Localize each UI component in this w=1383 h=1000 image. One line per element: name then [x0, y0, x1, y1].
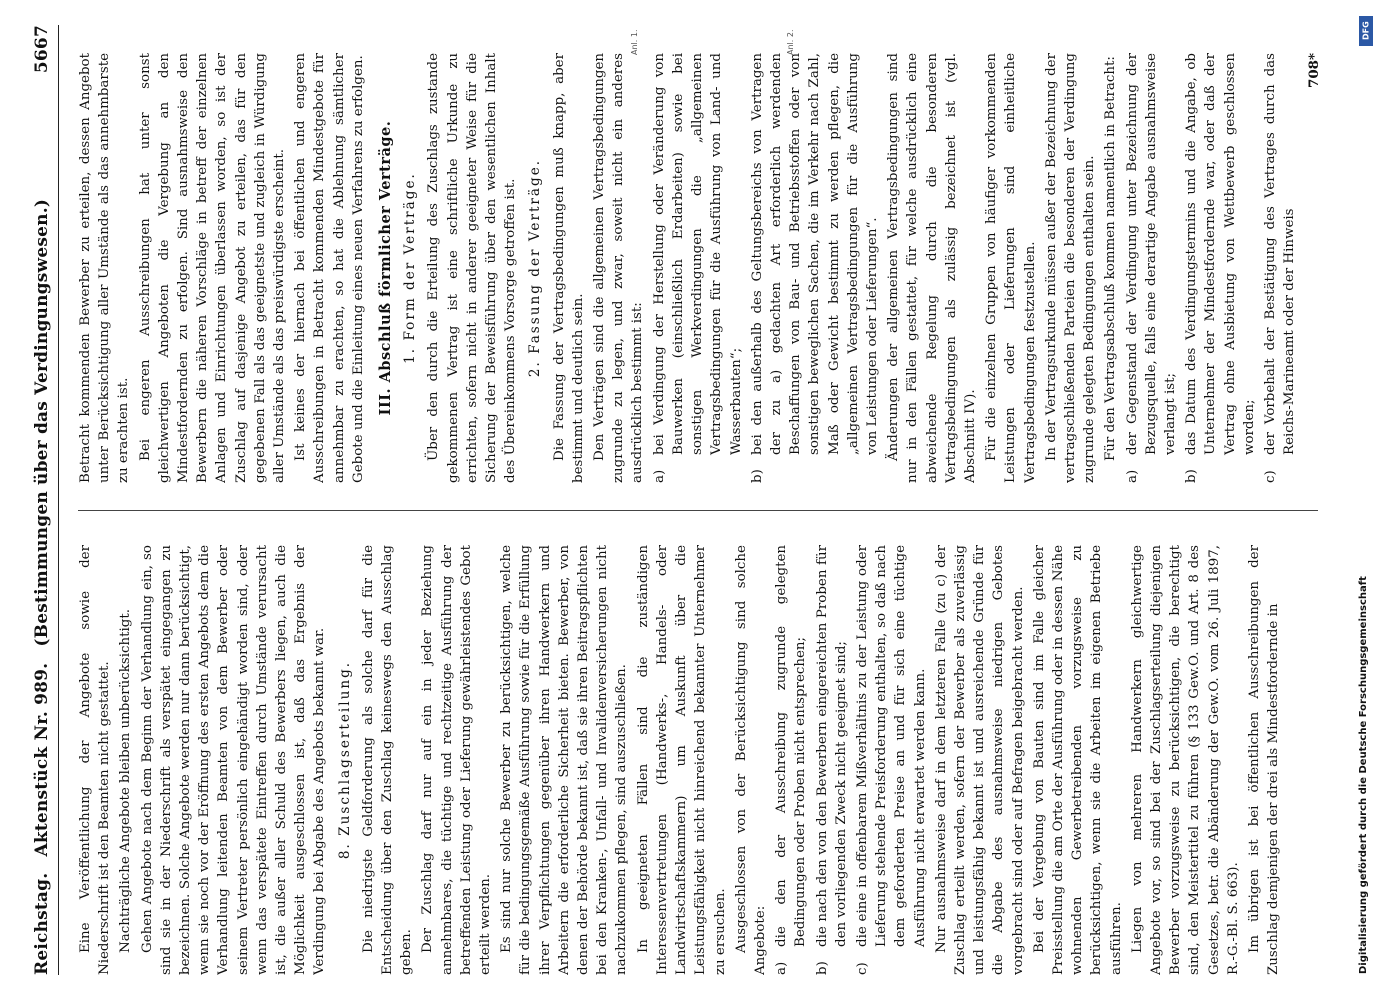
paragraph: Die Fassung der Vertragsbedingungen muß knapp, aber bestimmt und deutlich sein. [551, 53, 586, 483]
list-item-text: die nach den von den Bewerbern eingereichten Proben für den vorliegenden Zweck nicht geeignet sind; [814, 545, 849, 947]
list-item [748, 53, 882, 483]
paragraph: Den Verträgen sind die allgemeinen Vertragsbedingungen zugrunde zu legen, und zwar, soweit nicht ein anderes ausdrücklich bestimmt ist: [592, 53, 646, 483]
header-reichstag: Reichstag. [32, 872, 52, 975]
margin-note-anl-2: Anl. 2. [786, 29, 795, 55]
section-heading-2: 2. Fassung der Verträge. [527, 158, 544, 378]
column-left [76, 545, 1326, 975]
section-heading-1: 1. Form der Verträge. [402, 172, 419, 364]
column-right [76, 53, 1326, 483]
list-item-text: bei Verdingung der Herstellung oder Veränderung von Bauwerken (einschließlich Erdarbeiten) sowie bei sonstigen Werkverdingungen die „allgemeinen Vertragsbedingungen für die Ausführung von Land- und Wasserbauten“; [651, 53, 744, 455]
list-item [1261, 53, 1299, 483]
paragraph: Änderungen der allgemeinen Vertragsbedingungen sind nur in den Fällen gestattet, für welche ausdrücklich eine abweichende Regelung durch die besonderen Vertragsbedingungen als zulässig bezeichnet ist (vgl. Abschnitt IV). [886, 53, 978, 483]
list-item-label: b) [814, 961, 830, 975]
digitization-sidebar [1356, 10, 1378, 990]
paragraph: In geeigneten Fällen sind die zuständigen Interessenvertretungen (Handwerks-, Handels- oder Landwirtschaftskammern) um Auskunft über die Leistungsfähigkeit nicht hinreichend bekannter Unternehmer zu ersuchen. [635, 545, 728, 975]
list-item [650, 53, 746, 483]
list-item-text: der Gegenstand der Verdingung unter Bezeichnung der Bezugsquelle, falls eine derartige Angabe ausnahmsweise verlangt ist; [1124, 53, 1178, 455]
section-heading-8: 8. Zuschlagserteilung. [336, 660, 353, 860]
paragraph: Eine Veröffentlichung der Angebote sowie der Niederschrift ist den Beamten nicht gestattet. [78, 545, 113, 975]
list-item [772, 545, 810, 975]
list-item-label: a) [774, 961, 790, 975]
dfg-logo: DFG [1359, 16, 1373, 46]
paragraph: Über den durch die Erteilung des Zuschlags zustande gekommenen Vertrag ist eine schriftliche Urkunde zu errichten, sofern nicht in anderer geeigneter Weise für die Sicherung der Beweisführung über den wesentlichen Inhalt des Übereinkommens Vorsorge getroffen ist. [426, 53, 519, 483]
paragraph: Die niedrigste Geldforderung als solche darf für die Entscheidung über den Zuschlag keineswegs den Ausschlag geben. [360, 545, 415, 975]
list-item-label: b) [749, 469, 765, 483]
paragraph: Ausgeschlossen von der Berücksichtigung sind solche Angebote: [733, 545, 768, 975]
paragraph: Liegen von mehreren Handwerkern gleichwertige Angebote vor, so sind bei der Zuschlagserteilung diejenigen Bewerber vorzugsweise zu berücksichtigen, die berechtigt sind, den Meistertitel zu führen (§ 133 Gew.O. und Art. 8 des Gesetzes, betr. die Abänderung der Gew.O. vom 26. Juli 1897, R.-G.-Bl. S. 663). [1129, 545, 1241, 975]
list-item-text: der Vorbehalt der Bestätigung des Vertrages durch das Reichs-Marineamt oder der Hinweis [1262, 53, 1298, 455]
list-item-label: c) [854, 962, 870, 975]
signature-mark: 708* [1306, 53, 1323, 88]
paragraph: Für die einzelnen Gruppen von häufiger vorkommenden Leistungen oder Lieferungen sind einheitliche Vertragsbedingungen festzustellen. [984, 53, 1038, 483]
list-item-label: a) [651, 469, 667, 483]
list-item [1182, 53, 1259, 483]
digitization-credit: Digitalisierung gefördert durch die Deutsche Forschungsgemeinschaft [1358, 576, 1369, 974]
paragraph: Für den Vertragsabschluß kommen namentlich in Betracht: [1103, 56, 1119, 461]
paragraph: Bei der Vergebung von Bauten sind im Falle gleicher Preisstellung die am Orte der Ausführung oder in dessen Nähe wohnenden Gewerbetreibenden vorzugsweise zu berücksichtigen, wenn sie die Arbeiten im eigenen Betriebe ausführen. [1031, 545, 1124, 975]
header-aktenstueck: Aktenstück Nr. 989. [32, 662, 52, 857]
paragraph: Es sind nur solche Bewerber zu berücksichtigen, welche für die bedingungsgemäße Ausführung sowie für die Erfüllung ihrer Verpflichtungen gegenüber ihren Handwerkern und Arbeitern die erforderliche Sicherheit bieten. Bewerber, von denen der Behörde bekannt ist, daß sie ihren Beitragspflichten bei den Kranken-, Unfall- und Invalidenversicherungen nicht nachzukommen pflegen, sind auszuschließen. [499, 545, 630, 975]
list-item-label: c) [1262, 470, 1278, 483]
column-divider [78, 510, 1318, 511]
list-item-text: das Datum des Verdingungstermins und die Angabe, ob Unternehmer der Mindestfordernde war, oder daß der Vertrag ohne Ausbietung von Wettbewerb geschlossen worden; [1184, 53, 1257, 455]
list-item [853, 545, 930, 975]
header-center: (Bestimmungen über das Verdingungswesen.) [32, 198, 52, 647]
list-item-text: die eine in offenbarem Mißverhältnis zu der Leistung oder Lieferung stehende Preisforderung enthalten, so daß nach dem geforderten Preise an und für sich eine tüchtige Ausführung nicht erwartet werden kann. [854, 545, 928, 947]
list-item [1123, 53, 1181, 483]
paragraph: Ist keines der hiernach bei öffentlichen und engeren Ausschreibungen in Betracht kommenden Mindestgebote für annehmbar zu erachten, so hat die Ablehnung sämtlicher Gebote und die Einleitung eines neuen Verfahrens zu erfolgen. [293, 53, 366, 483]
list-item [813, 545, 851, 975]
section-heading-III: III. Abschluß förmlicher Verträge. [377, 120, 395, 416]
rotated-content [0, 5, 1340, 995]
paragraph: Nur ausnahmsweise darf in dem letzteren Falle (zu c) der Zuschlag erteilt werden, sofern der Bewerber als zuverlässig und leistungsfähig bekannt ist und ausreichende Gründe für die Abgabe des ausnahmsweise niedrigen Gebotes vorgebracht sind oder auf Befragen beigebracht werden. [933, 545, 1026, 975]
header-left [32, 189, 52, 975]
margin-note-anl-1: Anl. 1. [630, 29, 639, 55]
paragraph: Nachträgliche Angebote bleiben unberücksichtigt. [118, 609, 134, 953]
paragraph: In der Vertragsurkunde müssen außer der Bezeichnung der vertragschließenden Parteien die besonderen der Verdingung zugrunde gelegten Bedingungen enthalten sein. [1043, 53, 1098, 483]
list-item-label: a) [1124, 469, 1140, 483]
page-number: 5667 [32, 25, 52, 74]
list-item-text: die den der Ausschreibung zugrunde gelegten Bedingungen oder Proben nicht entsprechen; [774, 545, 809, 947]
list-item-text: bei den außerhalb des Geltungsbereichs von Vertragen der zu a) gedachten Art erforderlich werdenden Beschaffungen von Bau- und Betriebsstoffen oder von sonstigen beweglichen Sachen, die im Verkehr nach Zahl, Maß oder Gewicht bestimmt zu werden pflegen, die „allgemeinen Vertragsbedingungen für die Ausführung von Leistungen oder Lieferungen“. [749, 53, 880, 455]
paragraph: Der Zuschlag darf nur auf ein in jeder Beziehung annehmbares, die tüchtige und rechtzeitige Ausführung der betreffenden Leistung oder Lieferung gewährleistendes Gebot erteilt werden. [420, 545, 494, 975]
paragraph: Gehen Angebote nach dem Beginn der Verhandlung ein, so sind sie in der Niederschrift als verspätet eingegangen zu bezeichnen. Solche Angebote werden nur dann berücksichtigt, wenn sie noch vor der Eröffnung des ersten Angebots dem die Verhandlung leitenden Beamten von dem Bewerber oder seinem Vertreter persönlich eingehändigt worden sind, oder wenn das verspätete Eintreffen durch Umstände verursacht ist, die außer aller Schuld des Bewerbers liegen, auch die Möglichkeit ausgeschlossen ist, daß das Ergebnis der Verdingung bei Abgabe des Angebots bekannt war. [139, 545, 328, 975]
page-header [28, 25, 59, 975]
paragraph: Bei engeren Ausschreibungen hat unter sonst gleichwertigen Angeboten die Vergebung an den Mindestfordernden zu erfolgen. Sind ausnahmsweise den Bewerbern die näheren Vorschläge in betreff der einzelnen Anlagen und Einrichtungen überlassen worden, so ist der Zuschlag auf dasjenige Angebot zu erteilen, das für den gegebenen Fall als das geeignetste und zugleich in Würdigung aller Umstände als das preiswürdigste erscheint. [137, 53, 288, 483]
list-item-label: b) [1184, 469, 1200, 483]
paragraph: Betracht kommenden Bewerber zu erteilen, dessen Angebot unter Berücksichtigung aller Umstände als das annehmbarste zu erachten ist. [78, 53, 132, 483]
paragraph: Im übrigen ist bei öffentlichen Ausschreibungen der Zuschlag demjenigen der drei als Mindestfordernde in [1246, 545, 1282, 975]
